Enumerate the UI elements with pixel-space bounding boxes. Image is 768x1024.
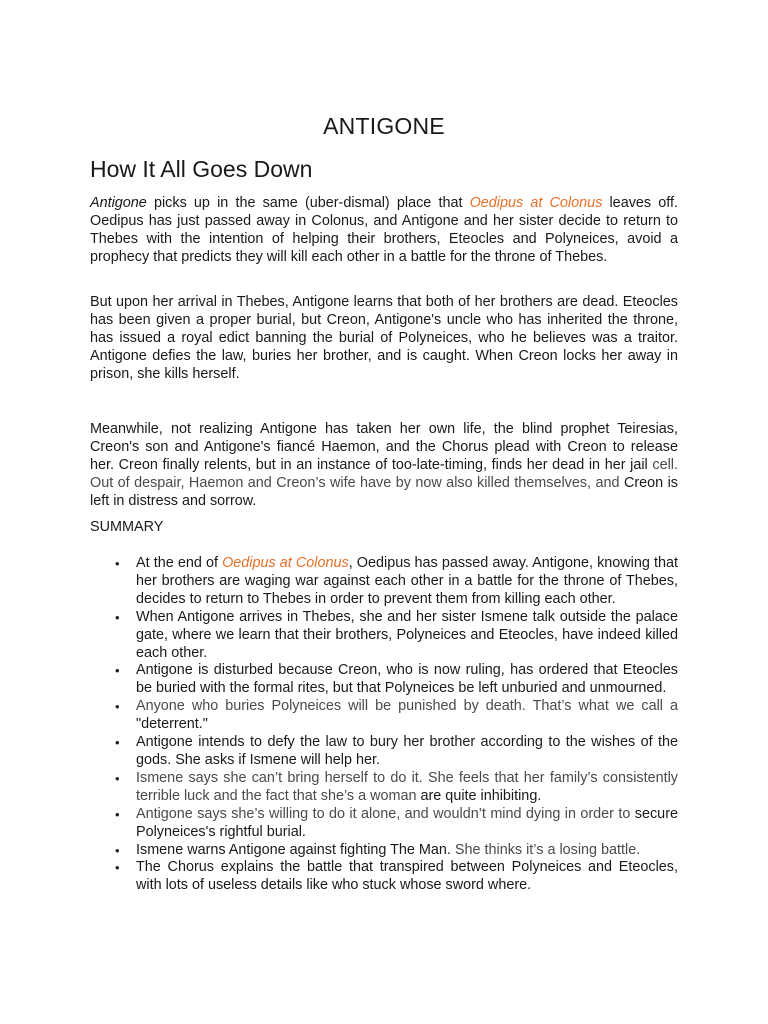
oedipus-at-colonus-link[interactable]: Oedipus at Colonus — [222, 555, 349, 571]
bullet-5-text: Antigone intends to defy the law to bury her brother according to the wishes of the gods. She asks if Ismene will help her. — [136, 734, 678, 768]
section-heading: How It All Goes Down — [90, 156, 313, 182]
list-item — [115, 770, 678, 806]
bullet-7-text-a: Antigone says she’s willing to do it alone, and wouldn’t mind dying in order to — [136, 805, 631, 822]
list-item — [115, 806, 678, 842]
paragraph-1-text-a: picks up in the same (uber-dismal) place that — [146, 195, 470, 211]
list-item — [115, 842, 678, 860]
bullet-2-text: When Antigone arrives in Thebes, she and her sister Ismene talk outside the palace gate, where we learn that their brothers, Polyneices and Eteocles, have indeed killed each other. — [136, 608, 678, 661]
summary-heading: SUMMARY — [90, 519, 164, 535]
list-item — [115, 609, 678, 663]
paragraph-3-text-c: Creon is left in distress and sorrow. — [90, 475, 678, 509]
bullet-icon: • — [115, 609, 120, 625]
bullet-9-text: The Chorus explains the battle that transpired between Polyneices and Eteocles, with lots of useless details like who stuck whose sword where. — [136, 859, 678, 894]
bullet-icon: • — [115, 663, 120, 679]
play-title-italic: Antigone — [90, 195, 147, 211]
paragraph-3 — [90, 420, 678, 510]
bullet-1-text-b: , Oedipus has passed away. Antigone, knowing that her brothers are waging war against each other in a battle for the throne of Thebes, decides to return to Thebes in order to prevent them from killing each other. — [136, 555, 679, 607]
bullet-8-text-a: Ismene warns Antigone against fighting The Man. — [136, 841, 451, 858]
bullet-7-text-b: secure Polyneices's rightful burial. — [136, 805, 678, 840]
bullet-icon: • — [115, 735, 120, 751]
bullet-icon: • — [115, 556, 120, 571]
list-item — [115, 698, 678, 734]
list-item — [115, 859, 678, 895]
paragraph-2: But upon her arrival in Thebes, Antigone learns that both of her brothers are dead. Eteocles has been given a proper burial, but Creon, Antigone's uncle who has inherited the throne, has issued a royal edict banning the burial of Polyneices, who he believes was a traitor. Antigone defies the law, buries her brother, and is caught. When Creon locks her away in prison, she kills herself. — [90, 294, 678, 382]
bullet-6-text-a: Ismene says she can’t bring herself to do it. She feels that her family’s consistently terrible luck and the fact that she’s a woman — [136, 769, 678, 804]
paragraph-1 — [90, 194, 678, 266]
bullet-1-text-a: At the end of — [136, 555, 223, 571]
list-item — [115, 555, 678, 609]
bullet-icon: • — [115, 770, 120, 786]
list-item — [115, 734, 678, 770]
bullet-3-text: Antigone is disturbed because Creon, who is now ruling, has ordered that Eteocles be buried with the formal rites, but that Polyneices be left unburied and unmourned. — [136, 662, 678, 697]
bullet-icon: • — [115, 699, 120, 715]
bullet-icon: • — [115, 806, 120, 822]
bullet-6-text-b: are quite inhibiting. — [416, 787, 542, 804]
list-item — [115, 662, 678, 698]
summary-list — [115, 555, 678, 895]
bullet-icon: • — [115, 860, 120, 876]
bullet-4-text-a: Anyone who buries Polyneices will be punished by death. That’s what we call a — [136, 698, 678, 715]
paragraph-3-text-a: Meanwhile, not realizing Antigone has taken her own life, the blind prophet Teiresias, Creon's son and Antigone's fiancé Haemon, and the Chorus plead with Creon to release her. Creon finally relents, but in an instance of too-late-timing, finds her dead in her jail — [90, 421, 678, 473]
paragraph-3-text-b: cell. Out of despair, Haemon and Creon’s wife have by now also killed themselves, and — [90, 457, 678, 491]
paragraph-1-text-b: leaves off. Oedipus has just passed away in Colonus, and Antigone and her sister decide to return to Thebes with the intention of helping their brothers, Eteocles and Polyneices, avoid a prophecy that predicts they will kill each other in a battle for the throne of Thebes. — [90, 195, 678, 265]
oedipus-at-colonus-link[interactable]: Oedipus at Colonus — [469, 195, 603, 211]
bullet-8-text-b: She thinks it’s a losing battle. — [450, 841, 641, 858]
bullet-icon: • — [115, 842, 120, 858]
page-title: ANTIGONE — [323, 113, 445, 139]
bullet-4-text-b: "deterrent." — [136, 716, 208, 733]
